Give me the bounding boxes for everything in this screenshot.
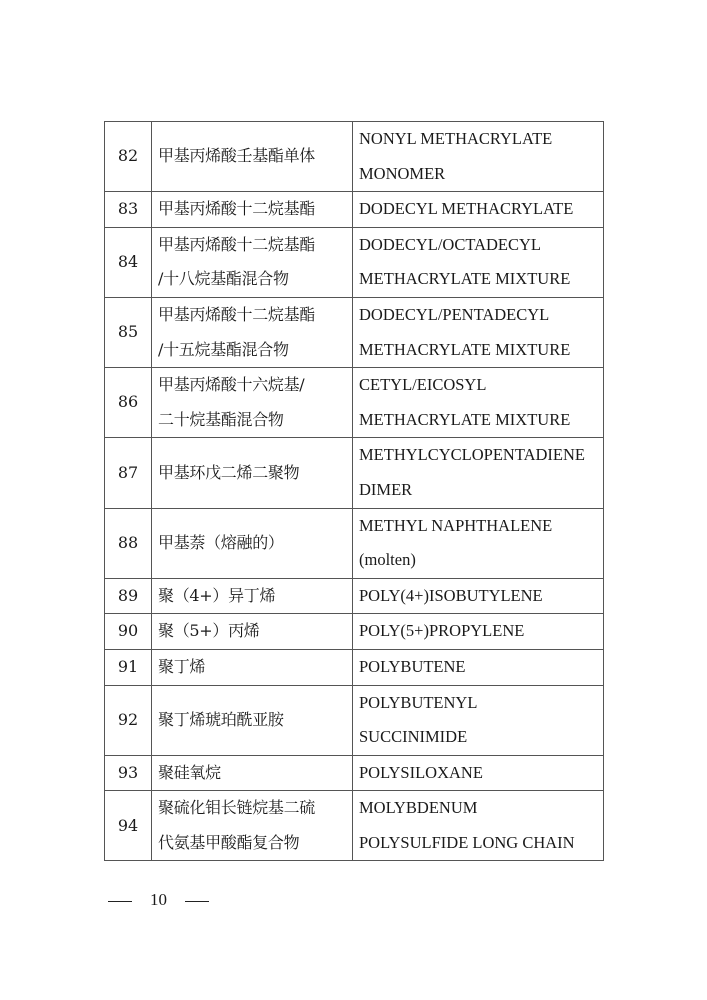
chinese-name-line: 聚丁烯琥珀酰亚胺	[158, 709, 284, 729]
row-number: 90	[105, 614, 152, 650]
table-row	[105, 508, 604, 578]
chinese-name-line: 甲基丙烯酸十二烷基酯	[158, 304, 316, 324]
chinese-name-line: 聚（4+）异丁烯	[158, 585, 276, 605]
english-name-line: POLYBUTENYL	[359, 692, 478, 712]
table-row	[105, 791, 604, 861]
english-name-cell	[353, 192, 604, 228]
table-row	[105, 614, 604, 650]
chemical-table	[104, 121, 604, 861]
page-number: 10	[150, 890, 167, 909]
page-footer	[108, 890, 209, 910]
english-name-cell	[353, 791, 604, 861]
chinese-name-line: 聚硅氧烷	[158, 762, 221, 782]
chinese-name-cell	[152, 438, 353, 508]
table-row	[105, 578, 604, 614]
english-name-line: METHACRYLATE MIXTURE	[359, 339, 571, 359]
table-row	[105, 297, 604, 367]
english-name-line: METHYL NAPHTHALENE	[359, 515, 553, 535]
table-row	[105, 227, 604, 297]
footer-dash-right	[185, 901, 209, 902]
row-number: 83	[105, 192, 152, 228]
row-number: 85	[105, 297, 152, 367]
english-name-cell	[353, 368, 604, 438]
row-number: 92	[105, 685, 152, 755]
chinese-name-cell	[152, 122, 353, 192]
footer-dash-left	[108, 901, 132, 902]
chinese-name-line: 二十烷基酯混合物	[158, 409, 284, 429]
chinese-name-line: 聚（5+）丙烯	[158, 621, 260, 641]
chinese-name-cell	[152, 192, 353, 228]
english-name-line: (molten)	[359, 550, 416, 570]
chinese-name-cell	[152, 578, 353, 614]
english-name-cell	[353, 508, 604, 578]
row-number: 91	[105, 649, 152, 685]
english-name-line: METHACRYLATE MIXTURE	[359, 409, 571, 429]
chinese-name-cell	[152, 227, 353, 297]
english-name-line: MONOMER	[359, 163, 446, 183]
chinese-name-cell	[152, 297, 353, 367]
english-name-line: SUCCINIMIDE	[359, 727, 468, 747]
english-name-cell	[353, 578, 604, 614]
row-number: 88	[105, 508, 152, 578]
chinese-name-cell	[152, 755, 353, 791]
row-number: 86	[105, 368, 152, 438]
table-row	[105, 368, 604, 438]
english-name-line: DIMER	[359, 479, 413, 499]
english-name-line: DODECYL/PENTADECYL	[359, 304, 550, 324]
english-name-line: CETYL/EICOSYL	[359, 375, 487, 395]
row-number: 93	[105, 755, 152, 791]
chinese-name-line: /十八烷基酯混合物	[158, 269, 289, 289]
chinese-name-line: 甲基萘（熔融的）	[158, 532, 284, 552]
table-row	[105, 755, 604, 791]
chinese-name-line: 甲基丙烯酸十二烷基酯	[158, 199, 316, 219]
row-number: 84	[105, 227, 152, 297]
english-name-cell	[353, 614, 604, 650]
chinese-name-line: 代氨基甲酸酯复合物	[158, 832, 300, 852]
row-number: 82	[105, 122, 152, 192]
english-name-line: DODECYL METHACRYLATE	[359, 199, 574, 219]
english-name-line: NONYL METHACRYLATE	[359, 129, 553, 148]
table-row	[105, 649, 604, 685]
english-name-line: POLYSILOXANE	[359, 762, 483, 782]
table-row	[105, 685, 604, 755]
english-name-cell	[353, 685, 604, 755]
english-name-line: POLY(5+)PROPYLENE	[359, 621, 525, 641]
chinese-name-cell	[152, 685, 353, 755]
row-number: 87	[105, 438, 152, 508]
chinese-name-cell	[152, 368, 353, 438]
chinese-name-line: 甲基环戊二烯二聚物	[158, 462, 300, 482]
chinese-name-cell	[152, 508, 353, 578]
english-name-cell	[353, 297, 604, 367]
english-name-line: METHACRYLATE MIXTURE	[359, 269, 571, 289]
chinese-name-cell	[152, 649, 353, 685]
english-name-cell	[353, 649, 604, 685]
english-name-line: MOLYBDENUM	[359, 798, 478, 818]
chinese-name-line: 聚硫化钼长链烷基二硫	[158, 798, 316, 818]
chinese-name-cell	[152, 791, 353, 861]
table-row	[105, 122, 604, 192]
table-row	[105, 438, 604, 508]
chinese-name-line: /十五烷基酯混合物	[158, 339, 289, 359]
chinese-name-line: 甲基丙烯酸十六烷基/	[158, 375, 305, 395]
english-name-cell	[353, 755, 604, 791]
chinese-name-line: 甲基丙烯酸十二烷基酯	[158, 234, 316, 254]
row-number: 89	[105, 578, 152, 614]
chinese-name-cell	[152, 614, 353, 650]
english-name-cell	[353, 227, 604, 297]
chinese-name-line: 聚丁烯	[158, 656, 206, 676]
table-row	[105, 192, 604, 228]
english-name-line: POLYBUTENE	[359, 656, 466, 676]
row-number: 94	[105, 791, 152, 861]
english-name-cell	[353, 122, 604, 192]
english-name-cell	[353, 438, 604, 508]
chemical-table-body	[105, 122, 604, 861]
chinese-name-line: 甲基丙烯酸壬基酯单体	[158, 146, 316, 166]
english-name-line: POLYSULFIDE LONG CHAIN	[359, 832, 575, 852]
english-name-line: POLY(4+)ISOBUTYLENE	[359, 585, 543, 605]
english-name-line: DODECYL/OCTADECYL	[359, 234, 541, 254]
english-name-line: METHYLCYCLOPENTADIENE	[359, 445, 585, 465]
